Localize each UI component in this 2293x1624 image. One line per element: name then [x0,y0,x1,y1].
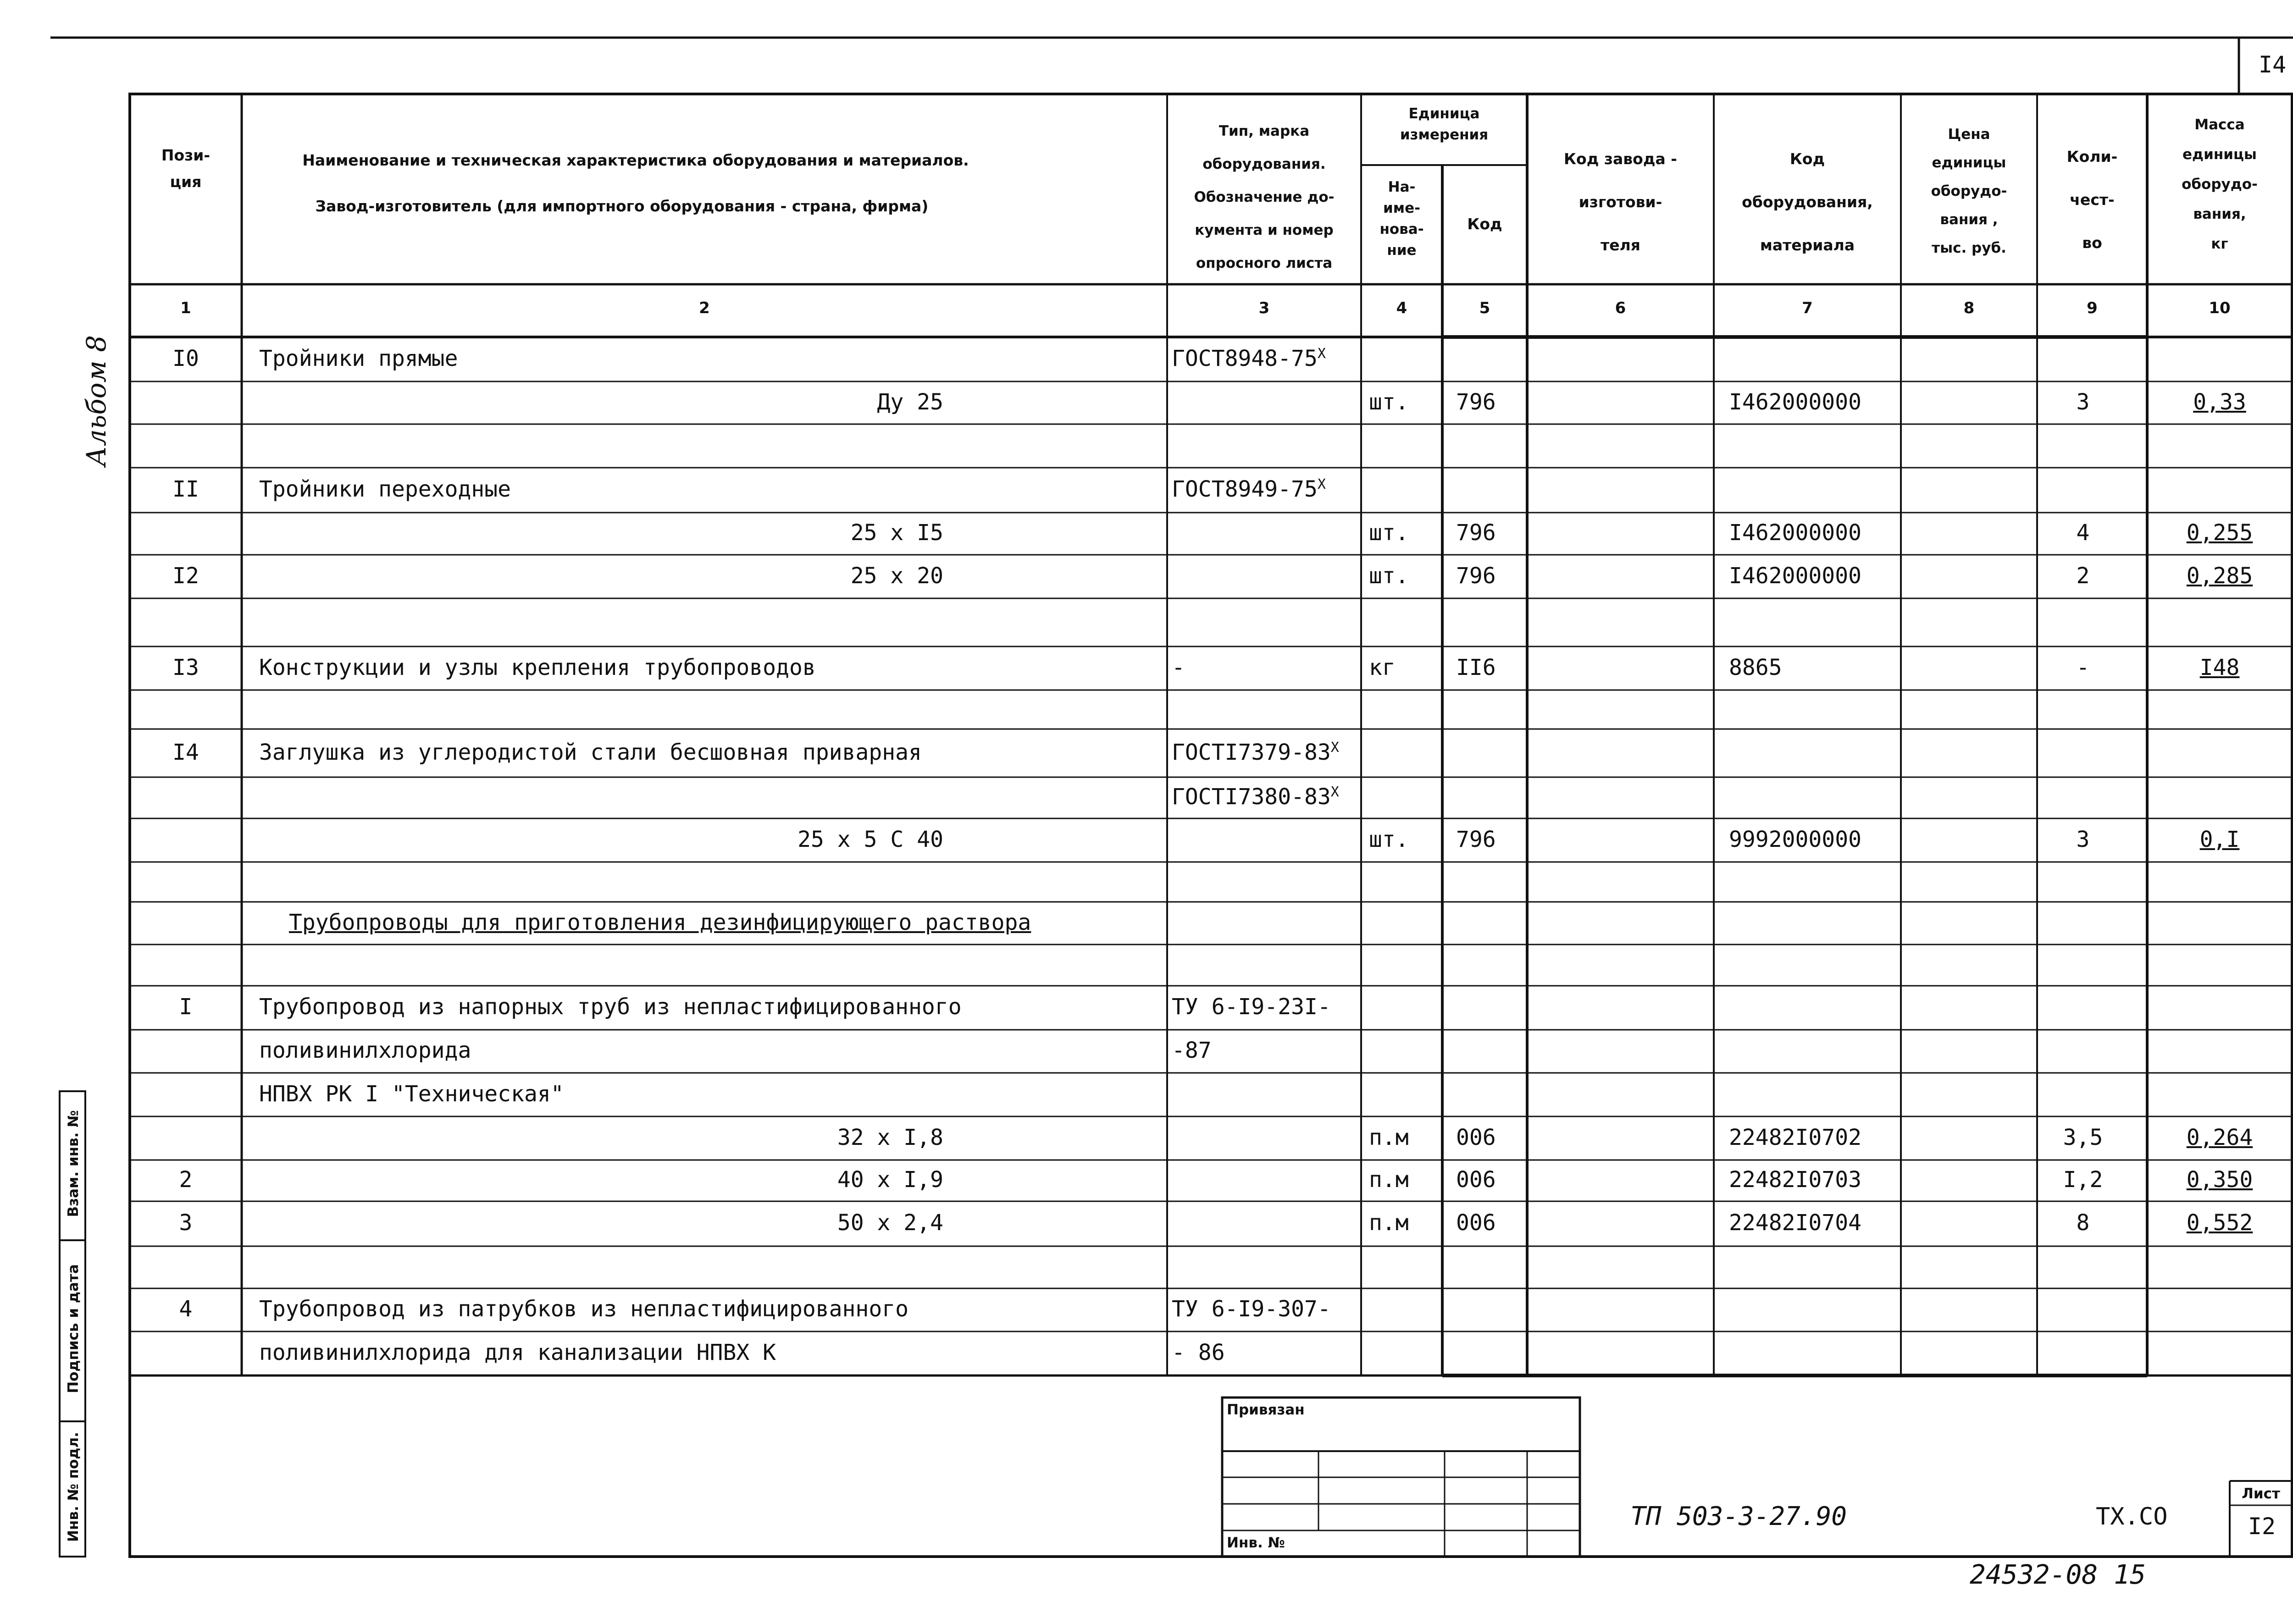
cell-name: поливинилхлорида для канализации НПВХ К [259,1340,776,1365]
cell-name: 25 x 20 [850,563,943,589]
document-revision-mark: X [1317,345,1326,362]
header-equipment-code: Код оборудования, материала [1742,150,1873,254]
cell-quantity: 3 [2076,826,2090,852]
cell-unit: шт. [1369,520,1409,546]
album-label: Альбом 8 [81,335,112,467]
side-stamp-replace: Взам. инв. № [65,1110,82,1217]
header-price: Цена единицы оборудо- вания , тыс. руб. [1931,126,2007,256]
document-code: -87 [1172,1038,1212,1063]
cell-unit: п.м [1369,1210,1409,1236]
cell-unit-code: II6 [1456,654,1496,680]
column-number-9: 9 [2087,299,2098,317]
column-number-3: 3 [1258,299,1270,317]
cell-equipment-code: I462000000 [1729,389,1861,415]
cell-equipment-code: I462000000 [1729,563,1861,589]
cell-document [1172,994,1331,1020]
cell-document [1172,740,1339,765]
document-code: - 86 [1172,1340,1225,1365]
cell-position: I4 [172,739,199,765]
cell-document [1172,1038,1212,1063]
cell-name: Конструкции и узлы крепления трубопроводов [259,654,816,680]
cell-unit-code: 796 [1456,520,1496,546]
document-code: ГОСТ8949-75 [1172,476,1318,502]
cell-name: Трубопровод из патрубков из непластифицированного [259,1296,909,1322]
document-revision-mark: X [1330,784,1339,800]
cell-position: I2 [172,563,199,589]
side-stamp-signature: Подпись и дата [65,1264,82,1393]
cell-mass: 0,I [2199,826,2240,852]
cell-name: 25 x 5 C 40 [798,826,943,852]
cell-name: 25 x I5 [850,520,943,546]
cell-name: 32 x I,8 [837,1124,943,1150]
column-number-2: 2 [699,299,710,317]
document-code: - [1172,654,1185,680]
cell-quantity: - [2076,654,2090,680]
cell-mass: 0,350 [2186,1167,2253,1193]
cell-unit-code: 796 [1456,826,1496,852]
cell-position: 4 [179,1296,193,1322]
cell-name: 40 x I,9 [837,1167,943,1193]
cell-unit: шт. [1369,563,1409,589]
stamp-drawing-mark: ТХ.СО [2096,1503,2168,1530]
cell-name: Тройники прямые [259,345,458,371]
cell-unit: шт. [1369,826,1409,852]
document-code: ГОСТI7379-83 [1172,739,1331,765]
cell-name: Ду 25 [877,389,943,415]
cell-document [1172,784,1339,810]
cell-unit-code: 006 [1456,1210,1496,1236]
header-quantity: Коли- чест- во [2066,148,2118,252]
cell-mass: 0,285 [2186,563,2253,589]
cell-name: 50 x 2,4 [837,1210,943,1236]
cell-equipment-code: 22482I0704 [1729,1210,1861,1236]
column-number-1: 1 [180,299,191,317]
header-type-mark: Тип, марка оборудования. Обозначение до- кумента и номер опросного листа [1194,123,1335,271]
cell-document [1172,655,1185,680]
cell-name: Трубопровод из напорных труб из непластифицированного [259,994,962,1020]
cell-document [1172,1340,1225,1365]
header-unit-name: На- име- нова- ние [1379,179,1424,259]
cell-position: I [179,994,193,1020]
header-plant-code: Код завода - изготови- теля [1564,150,1677,254]
column-number-8: 8 [1963,299,1975,317]
header-mass: Масса единицы оборудо- вания, кг [2182,116,2258,252]
cell-unit: п.м [1369,1167,1409,1193]
document-code: ГОСТ8948-75 [1172,345,1318,371]
cell-position: I3 [172,654,199,680]
cell-unit-code: 006 [1456,1167,1496,1193]
cell-document [1172,346,1326,371]
cell-quantity: 3 [2076,389,2090,415]
cell-name: Заглушка из углеродистой стали бесшовная приварная [259,739,922,765]
side-stamp-inv: Инв. № подл. [65,1432,82,1542]
cell-unit: шт. [1369,389,1409,415]
cell-quantity: 8 [2076,1210,2090,1236]
cell-position: I0 [172,345,199,371]
document-code: ТУ 6-I9-23I- [1172,994,1331,1020]
cell-quantity: 2 [2076,563,2090,589]
cell-mass: I48 [2199,654,2240,680]
cell-document [1172,1296,1331,1322]
cell-position: 2 [179,1167,193,1193]
cell-quantity: 3,5 [2063,1124,2103,1150]
cell-name: Трубопроводы для приготовления дезинфицирующего раствора [289,909,1031,935]
cell-equipment-code: 8865 [1729,654,1782,680]
cell-mass: 0,552 [2186,1210,2253,1236]
cell-mass: 0,255 [2186,520,2253,546]
document-code: ТУ 6-I9-307- [1172,1296,1331,1322]
footer-number: 24532-08 15 [1970,1559,2146,1590]
cell-position: II [172,476,199,502]
document-code: ГОСТI7380-83 [1172,784,1331,810]
cell-equipment-code: I462000000 [1729,520,1861,546]
stamp-privyazan: Привязан [1227,1402,1305,1418]
cell-quantity: I,2 [2063,1167,2103,1193]
cell-document [1172,476,1326,502]
stamp-sheet-number: I2 [2248,1513,2276,1540]
cell-mass: 0,33 [2193,389,2246,415]
stamp-project-code: ТП 503-3-27.90 [1630,1502,1847,1531]
column-number-10: 10 [2209,299,2231,317]
stamp-inv: Инв. № [1227,1535,1285,1551]
column-number-5: 5 [1479,299,1490,317]
cell-name: Тройники переходные [259,476,511,502]
cell-equipment-code: 22482I0703 [1729,1167,1861,1193]
cell-unit: кг [1369,654,1396,680]
cell-mass: 0,264 [2186,1124,2253,1150]
cell-name: поливинилхлорида [259,1038,471,1063]
header-position: Пози- ция [161,146,210,191]
document-revision-mark: X [1317,476,1326,492]
cell-name: НПВХ РК I "Техническая" [259,1081,564,1107]
column-number-4: 4 [1396,299,1407,317]
cell-unit-code: 796 [1456,389,1496,415]
cell-equipment-code: 9992000000 [1729,826,1861,852]
cell-quantity: 4 [2076,520,2090,546]
cell-position: 3 [179,1210,193,1236]
document-revision-mark: X [1330,739,1339,756]
cell-unit: п.м [1369,1124,1409,1150]
cell-equipment-code: 22482I0702 [1729,1124,1861,1150]
cell-unit-code: 006 [1456,1124,1496,1150]
stamp-sheet-label: Лист [2242,1486,2280,1502]
column-number-7: 7 [1802,299,1813,317]
header-name: Наименование и техническая характеристика оборудования и материалов. Завод-изготовитель (для импортного оборудования - страна, фирма) [302,151,969,215]
header-unit-code: Код [1467,215,1502,233]
corner-sheet-number: I4 [2259,51,2287,78]
column-number-6: 6 [1615,299,1626,317]
header-unit-group: Единица измерения [1400,105,1489,143]
cell-unit-code: 796 [1456,563,1496,589]
